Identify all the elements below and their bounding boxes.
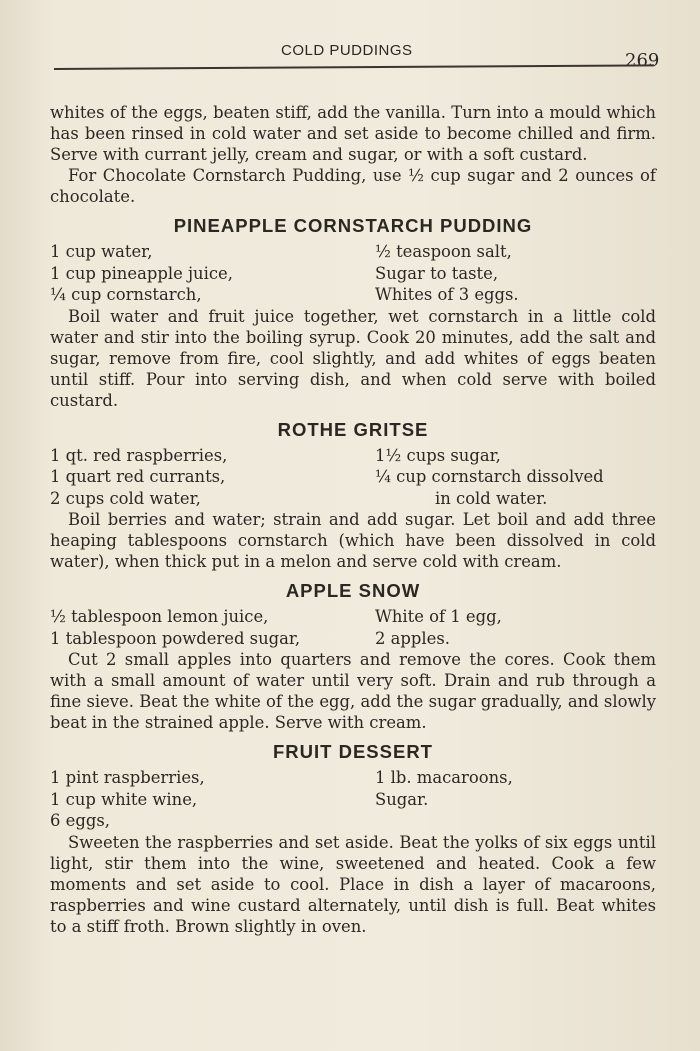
ingredient: 1 quart red currants, <box>50 467 226 486</box>
ingredient: Sugar. <box>375 789 429 809</box>
ingredient: ¼ cup cornstarch dissolved <box>375 467 604 486</box>
ingredients-left-column <box>50 445 375 510</box>
recipe-rothe-gritse <box>50 418 656 573</box>
recipe-method: Boil berries and water; strain and add sugar. Let boil and add three heaping tablespoons cornstarch (which have been dissolved in cold water), when thick put in a melon and serve cold with cream. <box>50 510 656 571</box>
page-header <box>0 38 700 78</box>
ingredient-list <box>50 445 656 510</box>
recipe-title: FRUIT DESSERT <box>273 741 433 762</box>
ingredient: 1 cup white wine, <box>50 789 198 809</box>
ingredient: 2 apples. <box>375 628 450 648</box>
ingredient: 1 pint raspberries, <box>50 768 205 787</box>
chocolate-variation-note: For Chocolate Cornstarch Pudding, use ½ cup sugar and 2 ounces of chocolate. <box>50 166 656 206</box>
ingredient: Sugar to taste, <box>375 263 499 283</box>
page-number: 269 <box>625 50 660 71</box>
ingredient: 1 cup pineapple juice, <box>50 263 233 283</box>
ingredient-list <box>50 606 656 649</box>
ingredients-right-column <box>375 606 656 649</box>
recipe-title: ROTHE GRITSE <box>277 418 429 440</box>
recipe-title: APPLE SNOW <box>285 580 421 601</box>
recipe-title: PINEAPPLE CORNSTARCH PUDDING <box>173 215 533 236</box>
ingredient: Whites of 3 eggs. <box>375 285 519 304</box>
recipe-method: Boil water and fruit juice together, wet cornstarch in a little cold water and stir into the boiling syrup. Cook 20 minutes, add the salt and sugar, remove from fire, cool slightly, and add whites of eggs beaten until stiff. Pour into serving dish, and when cold serve with boiled custard. <box>50 306 656 410</box>
intro-paragraph: whites of the eggs, beaten stiff, add the vanilla. Turn into a mould which has been rinsed in cold water and set aside to become chilled and firm. Serve with currant jelly, cream and sugar, or with a soft custard. <box>50 103 656 164</box>
ingredient: 1 qt. red raspberries, <box>50 445 228 465</box>
ingredient: 6 eggs, <box>50 811 110 830</box>
ingredient-list <box>50 767 656 832</box>
ingredients-left-column <box>50 241 375 306</box>
ingredients-right-column <box>375 767 656 832</box>
ingredient: ½ tablespoon lemon juice, <box>50 607 269 626</box>
recipe-apple-snow <box>50 579 656 733</box>
ingredient: 1 tablespoon powdered sugar, <box>50 628 301 648</box>
header-rule <box>54 64 654 70</box>
page-body <box>50 102 656 937</box>
recipe-method: Cut 2 small apples into quarters and remove the cores. Cook them with a small amount of water until very soft. Drain and rub through a fine sieve. Beat the white of the egg, add the sugar gradually, and slowly beat in the strained apple. Serve with cream. <box>50 650 656 732</box>
ingredient: ¼ cup cornstarch, <box>50 285 202 304</box>
ingredients-left-column <box>50 606 375 649</box>
recipe-fruit-dessert <box>50 740 656 937</box>
recipe-method: Sweeten the raspberries and set aside. Beat the yolks of six eggs until light, stir them into the wine, sweetened and heated. Cook a few moments and set aside to cool. Place in dish a layer of macaroons, raspberries and wine custard alternately, until dish is full. Beat whites to a stiff froth. Brown slightly in oven. <box>50 832 656 936</box>
ingredient: 1 lb. macaroons, <box>375 768 513 787</box>
ingredient-list <box>50 241 656 306</box>
ingredients-left-column <box>50 767 375 832</box>
ingredient-continuation: in cold water. <box>435 488 548 508</box>
ingredients-right-column <box>375 445 656 510</box>
ingredient: White of 1 egg, <box>375 607 502 626</box>
ingredient: 2 cups cold water, <box>50 488 201 508</box>
ingredient: ½ teaspoon salt, <box>375 242 512 261</box>
ingredient: 1½ cups sugar, <box>375 445 501 465</box>
recipe-pineapple-cornstarch-pudding <box>50 214 656 411</box>
ingredient: 1 cup water, <box>50 242 153 261</box>
running-head: COLD PUDDINGS <box>281 42 413 59</box>
ingredients-right-column <box>375 241 656 306</box>
